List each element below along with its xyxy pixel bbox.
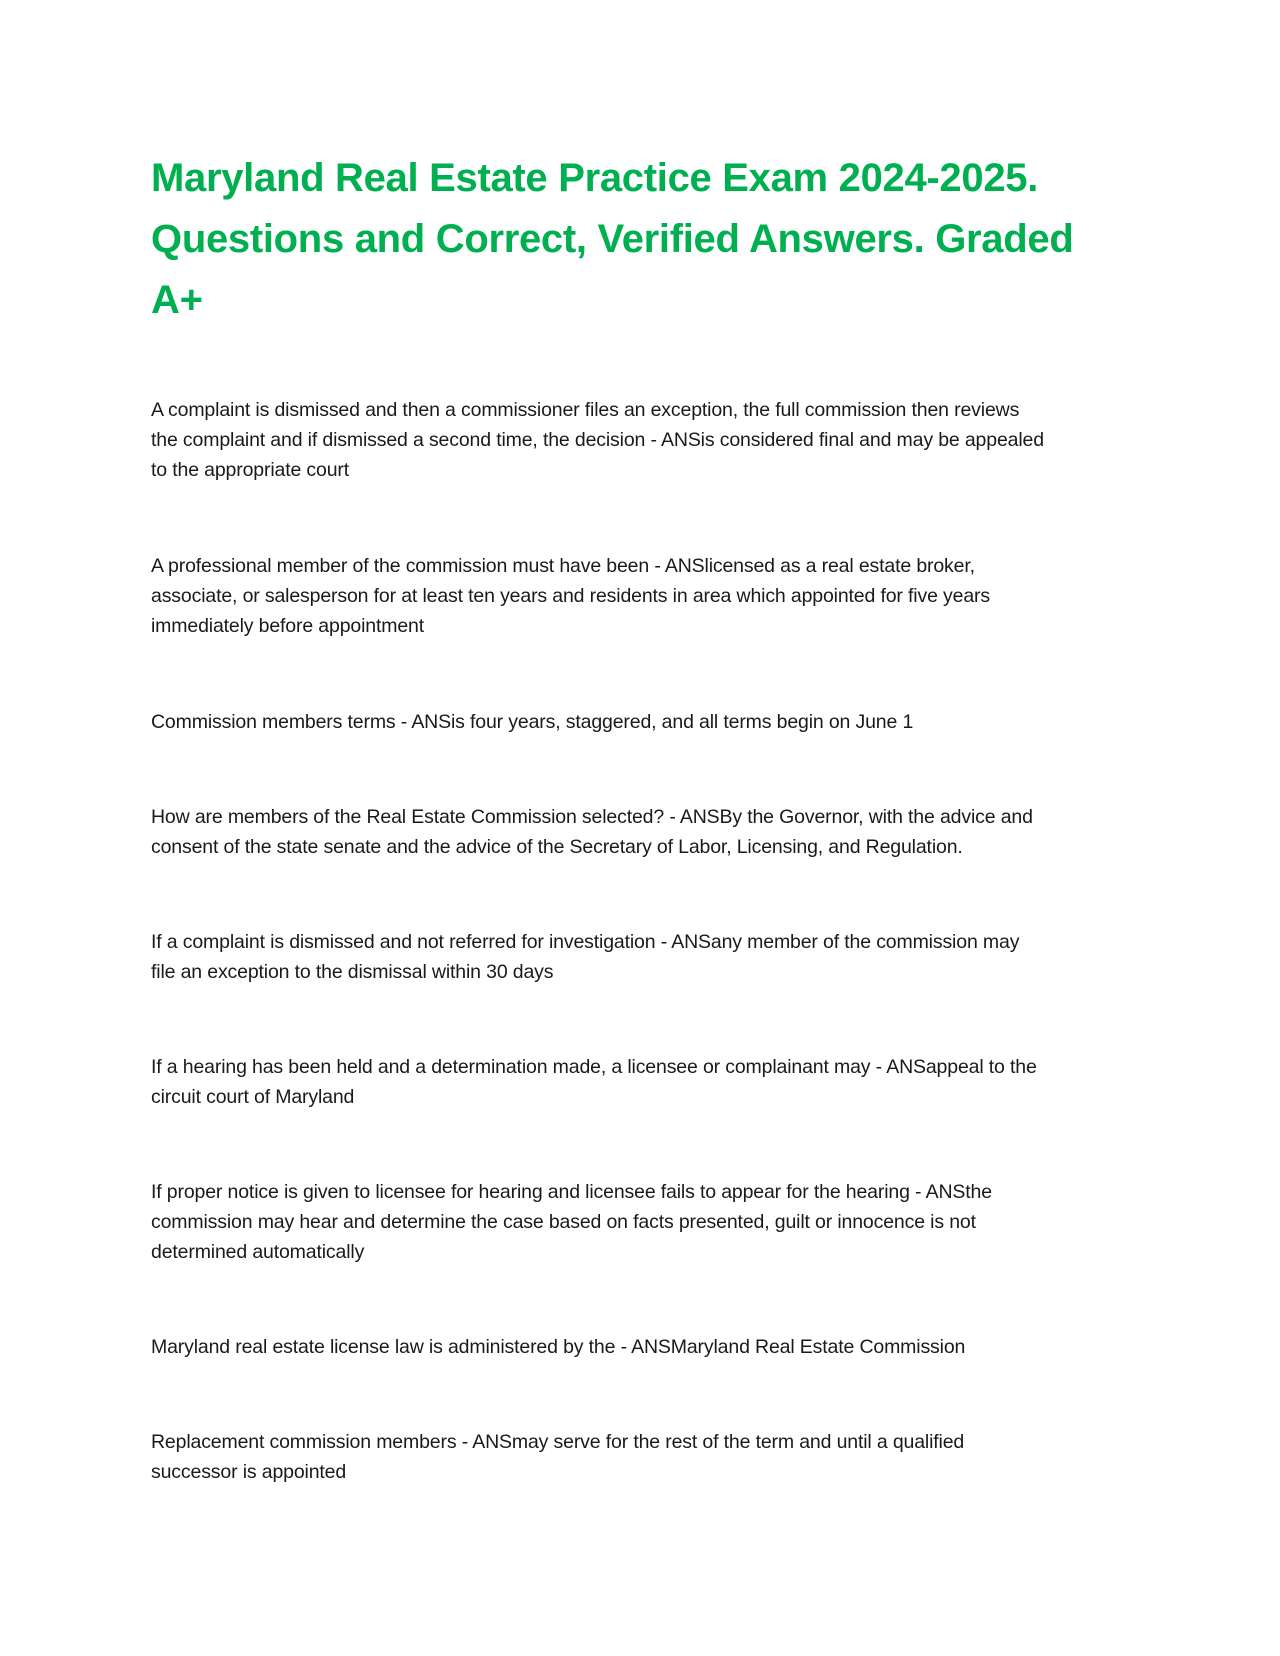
qa-item	[151, 551, 1136, 641]
qa-item	[151, 707, 1136, 737]
qa-line: to the appropriate court	[151, 459, 350, 481]
qa-line: If a hearing has been held and a determination made, a licensee or complainant may - ANSappeal to the	[151, 1056, 1037, 1078]
qa-line: immediately before appointment	[151, 615, 424, 637]
qa-line: A professional member of the commission must have been - ANSlicensed as a real estate broker,	[151, 555, 975, 577]
qa-line: A complaint is dismissed and then a commissioner files an exception, the full commission then reviews	[151, 399, 1020, 421]
qa-line: associate, or salesperson for at least ten years and residents in area which appointed for five years	[151, 585, 990, 607]
qa-line: circuit court of Maryland	[151, 1086, 355, 1108]
qa-item	[151, 395, 1136, 485]
qa-item	[151, 1177, 1136, 1267]
qa-line: Maryland real estate license law is administered by the - ANSMaryland Real Estate Commission	[151, 1336, 966, 1358]
title-line: A+	[151, 278, 203, 322]
qa-item	[151, 927, 1136, 987]
qa-line: successor is appointed	[151, 1461, 347, 1483]
qa-line: the complaint and if dismissed a second time, the decision - ANSis considered final and may be appealed	[151, 429, 1044, 451]
qa-line: Commission members terms - ANSis four years, staggered, and all terms begin on June 1	[151, 711, 914, 733]
qa-line: How are members of the Real Estate Commission selected? - ANSBy the Governor, with the advice and	[151, 806, 1033, 828]
qa-line: If proper notice is given to licensee for hearing and licensee fails to appear for the hearing - ANSthe	[151, 1181, 992, 1203]
qa-line: Replacement commission members - ANSmay serve for the rest of the term and until a qualified	[151, 1431, 965, 1453]
qa-line: file an exception to the dismissal within 30 days	[151, 961, 554, 983]
qa-item	[151, 802, 1136, 862]
qa-item	[151, 1427, 1136, 1487]
qa-line: consent of the state senate and the advice of the Secretary of Labor, Licensing, and Regulation.	[151, 836, 963, 858]
qa-item	[151, 1052, 1136, 1112]
title-line: Maryland Real Estate Practice Exam 2024-2025.	[151, 156, 1039, 200]
qa-line: If a complaint is dismissed and not referred for investigation - ANSany member of the commission may	[151, 931, 1020, 953]
title-line: Questions and Correct, Verified Answers. Graded	[151, 217, 1074, 261]
qa-line: commission may hear and determine the case based on facts presented, guilt or innocence is not	[151, 1211, 976, 1233]
qa-line: determined automatically	[151, 1241, 365, 1263]
document-title	[151, 148, 1136, 331]
qa-item	[151, 1332, 1136, 1362]
